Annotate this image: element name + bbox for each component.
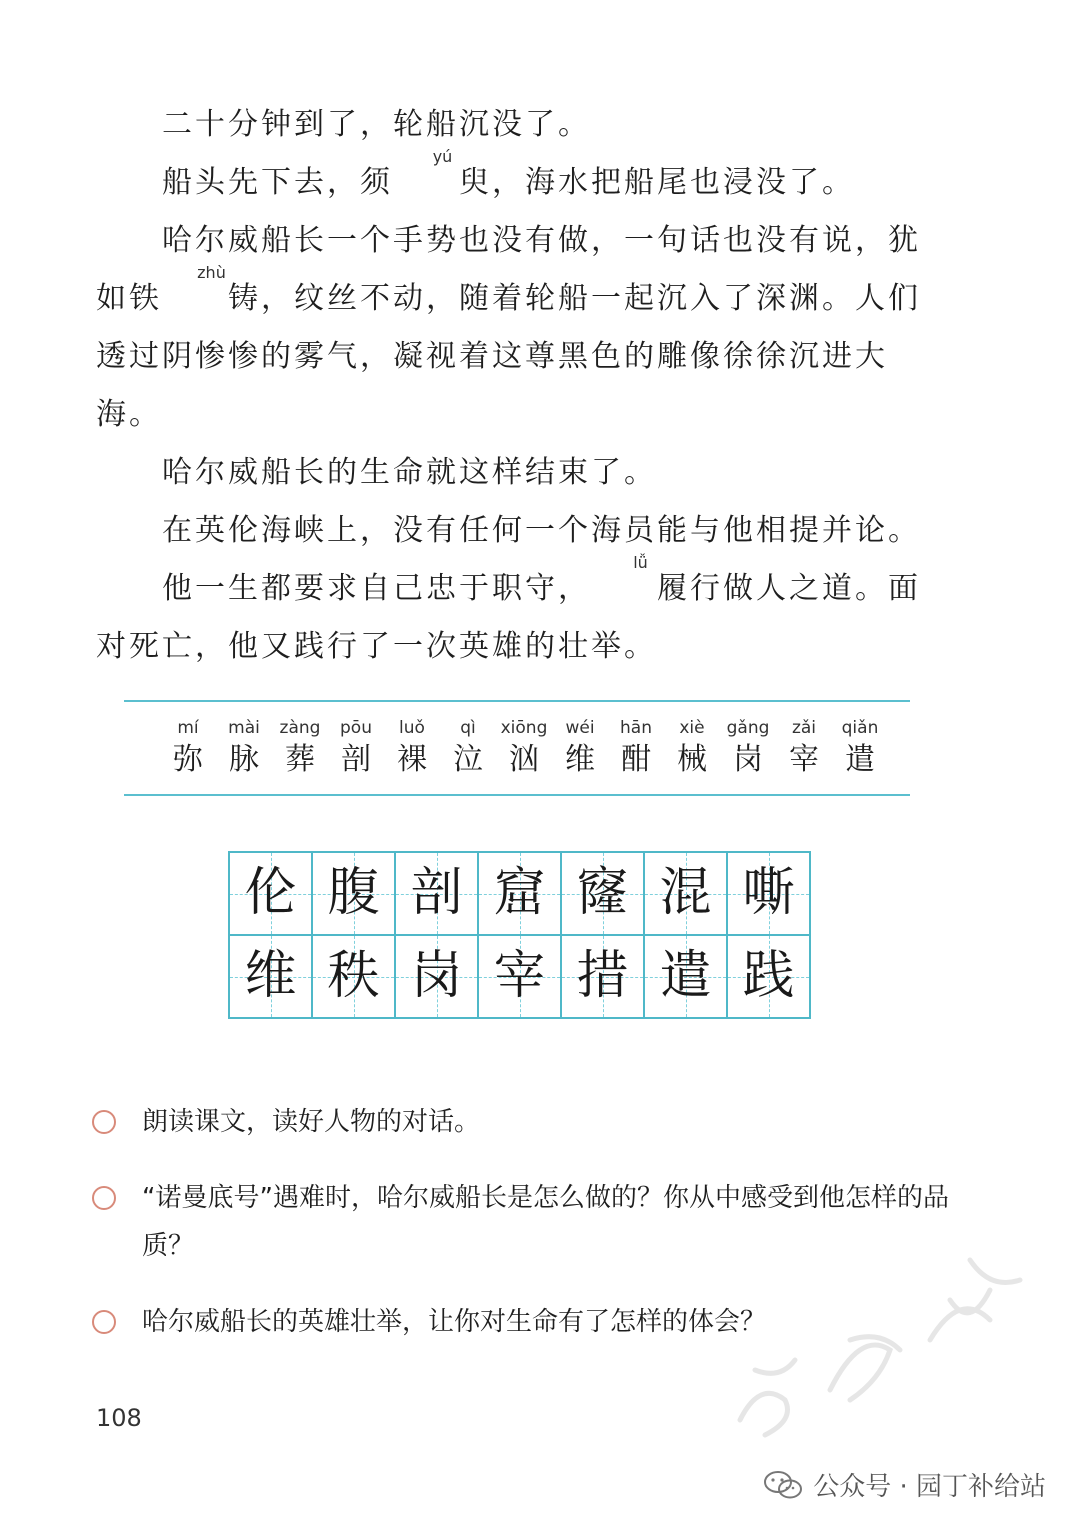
- grid-char: 宰: [493, 946, 546, 1006]
- grid-char: 措: [576, 946, 629, 1006]
- annotated-char: 铸: [228, 281, 261, 316]
- paragraph-5: 在英伦海峡上，没有任何一个海员能与他相提并论。: [162, 513, 921, 548]
- grid-char: 岗: [410, 946, 463, 1006]
- annotated-char: 臾: [459, 165, 492, 200]
- text-run: 他一生都要求自己忠于职守，: [162, 571, 591, 606]
- vocab-item: [832, 716, 888, 780]
- footer-source: [763, 1466, 1046, 1503]
- vocab-item: [216, 716, 272, 780]
- writing-grid: [228, 851, 811, 1019]
- text-run: ，纹丝不动，随着轮船一起沉入了深渊。人们透过阴惨惨的雾气，凝视着这尊黑色的雕像徐徐沉进大海。: [96, 281, 921, 432]
- vocab-pinyin: qì: [460, 718, 476, 738]
- circle-bullet-icon: [92, 1310, 116, 1334]
- grid-row: [229, 852, 810, 935]
- vocab-item: [440, 716, 496, 780]
- vocab-item: [160, 716, 216, 780]
- story-text: [96, 96, 946, 676]
- paragraph-2: [96, 147, 946, 212]
- text-run: 行做人之道。面对死亡，他又践行了一次英雄的壮举。: [96, 571, 921, 664]
- watermark-calligraphy: [720, 1220, 1040, 1460]
- grid-cell: [561, 852, 644, 935]
- vocab-char: 宰: [789, 742, 819, 777]
- vocab-pinyin: mí: [177, 718, 199, 738]
- footer-text: 公众号 · 园丁补给站: [813, 1472, 1046, 1502]
- question-text: 朗读课文，读好人物的对话。: [142, 1107, 481, 1137]
- pinyin-annotation: lǚ: [633, 553, 648, 572]
- text-run: ，海水把船尾也浸没了。: [492, 165, 855, 200]
- vocab-char: 弥: [173, 742, 203, 777]
- grid-char: 剖: [410, 863, 463, 923]
- vocab-char: 酣: [621, 742, 651, 777]
- vocab-item: [664, 716, 720, 780]
- grid-char: 腹: [327, 863, 380, 923]
- vocab-pinyin: hān: [620, 718, 652, 738]
- vocab-pinyin: xiè: [679, 718, 705, 738]
- vocab-pinyin: wéi: [565, 718, 595, 738]
- vocab-char: 剖: [341, 742, 371, 777]
- vocab-char: 裸: [397, 742, 427, 777]
- vocab-char: 维: [565, 742, 595, 777]
- grid-cell: [727, 935, 810, 1018]
- paragraph-3: [96, 212, 946, 444]
- vocab-pinyin: luǒ: [399, 718, 425, 738]
- grid-cell: [395, 935, 478, 1018]
- vocab-pinyin: zǎi: [791, 718, 817, 738]
- vocab-pinyin: gǎng: [726, 718, 770, 738]
- grid-cell: [229, 852, 312, 935]
- grid-cell: [561, 935, 644, 1018]
- pinyin-annotation: yú: [432, 147, 453, 166]
- grid-cell: [312, 935, 395, 1018]
- grid-char: 嘶: [742, 863, 795, 923]
- vocab-item: [384, 716, 440, 780]
- paragraph-1: 二十分钟到了，轮船沉没了。: [162, 107, 591, 142]
- grid-char: 秩: [327, 946, 380, 1006]
- paragraph-4: 哈尔威船长的生命就这样结束了。: [162, 455, 657, 490]
- vocab-item: [272, 716, 328, 780]
- grid-char: 伦: [244, 863, 297, 923]
- grid-char: 窟: [493, 863, 546, 923]
- annotated-char: 履: [657, 571, 690, 606]
- vocab-item: [496, 716, 552, 780]
- vocab-pinyin: xiōng: [500, 718, 548, 738]
- grid-char: 窿: [576, 863, 629, 923]
- circle-bullet-icon: [92, 1186, 116, 1210]
- grid-char: 维: [244, 946, 297, 1006]
- pinyin-annotation: zhù: [197, 263, 226, 282]
- grid-row: [229, 935, 810, 1018]
- grid-cell: [644, 935, 727, 1018]
- vocab-pinyin: mài: [228, 718, 260, 738]
- vocab-char: 遣: [845, 742, 875, 777]
- question-item: [92, 1098, 952, 1146]
- page-number: 108: [96, 1404, 142, 1432]
- vocab-char: 葬: [285, 742, 315, 777]
- ruby-char: [591, 553, 690, 618]
- grid-cell: [478, 935, 561, 1018]
- question-text: “诺曼底号”遇难时，哈尔威船长是怎么做的？你从中感受到他怎样的品质？: [142, 1183, 949, 1261]
- vocab-item: [328, 716, 384, 780]
- text-run: 哈尔威船长一个手势也没有做，一句话也没有说，犹如铁: [96, 223, 921, 316]
- vocab-item: [720, 716, 776, 780]
- circle-bullet-icon: [92, 1110, 116, 1134]
- grid-char: 混: [659, 863, 712, 923]
- grid-cell: [727, 852, 810, 935]
- ruby-char: [162, 263, 261, 328]
- grid-cell: [312, 852, 395, 935]
- vocab-pinyin: qiǎn: [841, 718, 879, 738]
- paragraph-6: [96, 553, 946, 676]
- grid-cell: [229, 935, 312, 1018]
- vocab-char: 岗: [733, 742, 763, 777]
- vocabulary-bar: [124, 700, 910, 796]
- vocab-item: [552, 716, 608, 780]
- ruby-char: [393, 147, 492, 212]
- text-run: 船头先下去，须: [162, 165, 393, 200]
- vocab-pinyin: pōu: [340, 718, 372, 738]
- wechat-icon: [763, 1469, 803, 1501]
- vocab-item: [776, 716, 832, 780]
- vocab-char: 泣: [453, 742, 483, 777]
- vocab-char: 汹: [509, 742, 539, 777]
- question-text: 哈尔威船长的英雄壮举，让你对生命有了怎样的体会？: [142, 1307, 767, 1337]
- grid-cell: [644, 852, 727, 935]
- vocabulary-row: [160, 716, 888, 780]
- vocab-item: [608, 716, 664, 780]
- grid-char: 践: [742, 946, 795, 1006]
- vocab-char: 脉: [229, 742, 259, 777]
- grid-cell: [395, 852, 478, 935]
- vocab-char: 械: [677, 742, 707, 777]
- vocab-pinyin: zàng: [279, 718, 321, 738]
- grid-char: 遣: [659, 946, 712, 1006]
- grid-cell: [478, 852, 561, 935]
